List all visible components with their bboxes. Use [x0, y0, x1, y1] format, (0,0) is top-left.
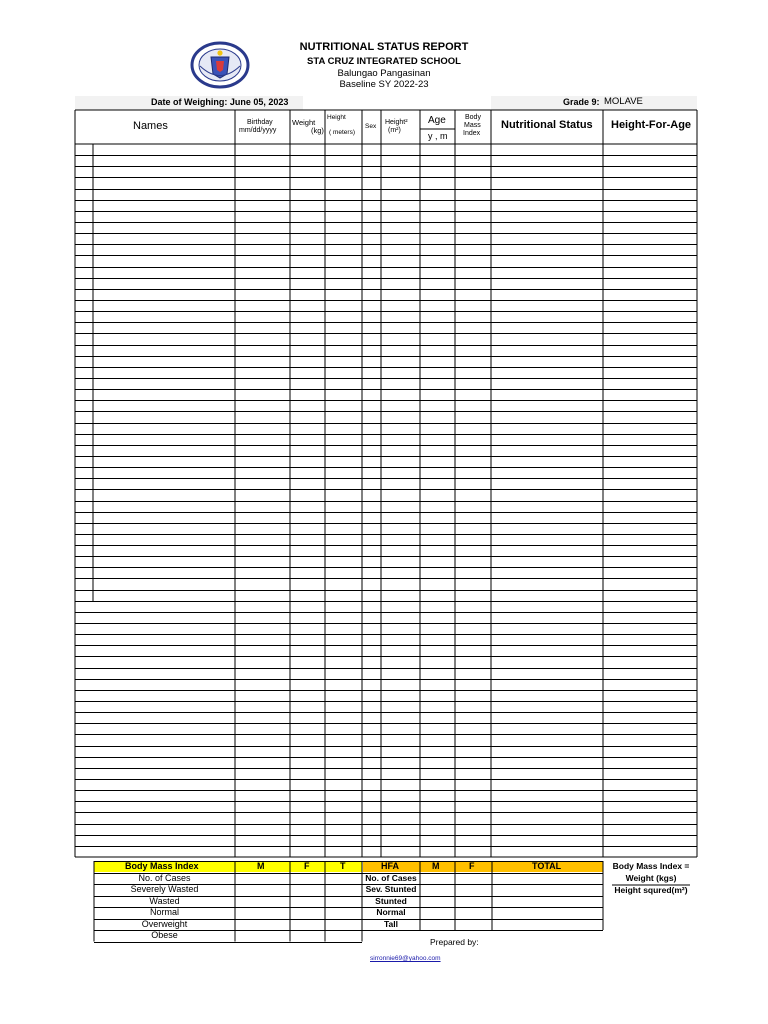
hfa-row-label: Normal [376, 907, 406, 917]
contact-email-link[interactable]: sirronnie69@yahoo.com [370, 955, 441, 962]
col-header-weight-unit: (kg) [311, 126, 324, 135]
school-name: STA CRUZ INTEGRATED SCHOOL [307, 56, 461, 67]
col-header-nutritional-status: Nutritional Status [501, 119, 593, 131]
hfa-row-label: Sev. Stunted [365, 884, 417, 894]
hfa-row-label: Stunted [375, 896, 407, 906]
col-header-bmi-line3: Index [463, 130, 481, 137]
hfa-row-label: No. of Cases [365, 873, 417, 883]
hfa-row-label: Tall [383, 919, 398, 929]
col-header-height-squared-unit: (m²) [388, 127, 401, 134]
col-header-age: Age [428, 115, 446, 126]
col-header-bmi-line2: Mass [464, 122, 481, 129]
date-of-weighing: Date of Weighing: June 05, 2023 [151, 97, 289, 107]
col-header-height-squared: Height² [385, 119, 408, 126]
bmi-row-label: No. of Cases [138, 873, 191, 883]
bmi-col-t: T [340, 861, 346, 871]
baseline-year: Baseline SY 2022-23 [339, 79, 429, 90]
hfa-col-f: F [469, 861, 475, 871]
bmi-col-m: M [257, 861, 265, 871]
hfa-summary-header: HFA [381, 861, 399, 871]
col-header-height-unit: ( meters) [329, 129, 355, 136]
col-header-age-units: y , m [428, 131, 448, 141]
col-header-weight: Weight [292, 118, 316, 127]
total-header: TOTAL [532, 861, 562, 871]
col-header-names: Names [133, 120, 168, 132]
bmi-formula-line3: Height squred(m²) [614, 885, 688, 895]
col-header-birthday: Birthday [247, 119, 273, 126]
bmi-row-label: Wasted [149, 896, 180, 906]
col-header-birthday-format: mm/dd/yyyy [239, 127, 277, 134]
col-header-height: Height [327, 114, 346, 121]
grade-label: Grade 9: [563, 97, 600, 107]
bmi-formula-line2: Weight (kgs) [625, 873, 677, 883]
school-location: Balungao Pangasinan [337, 68, 431, 79]
col-header-bmi-line1: Body [465, 114, 481, 121]
bmi-row-label: Overweight [141, 919, 188, 929]
col-header-sex: Sex [365, 123, 377, 130]
hfa-col-m: M [432, 861, 440, 871]
report-title: NUTRITIONAL STATUS REPORT [299, 41, 469, 53]
bmi-formula-line1: Body Mass Index = [612, 861, 690, 871]
prepared-by: Prepared by: [430, 937, 479, 947]
bmi-row-label: Obese [151, 930, 178, 940]
bmi-row-label: Severely Wasted [130, 884, 199, 894]
bmi-col-f: F [304, 861, 310, 871]
bmi-row-label: Normal [149, 907, 179, 917]
bmi-summary-header: Body Mass Index [125, 861, 199, 871]
col-header-height-for-age: Height-For-Age [611, 119, 692, 131]
section-name: MOLAVE [604, 96, 643, 107]
